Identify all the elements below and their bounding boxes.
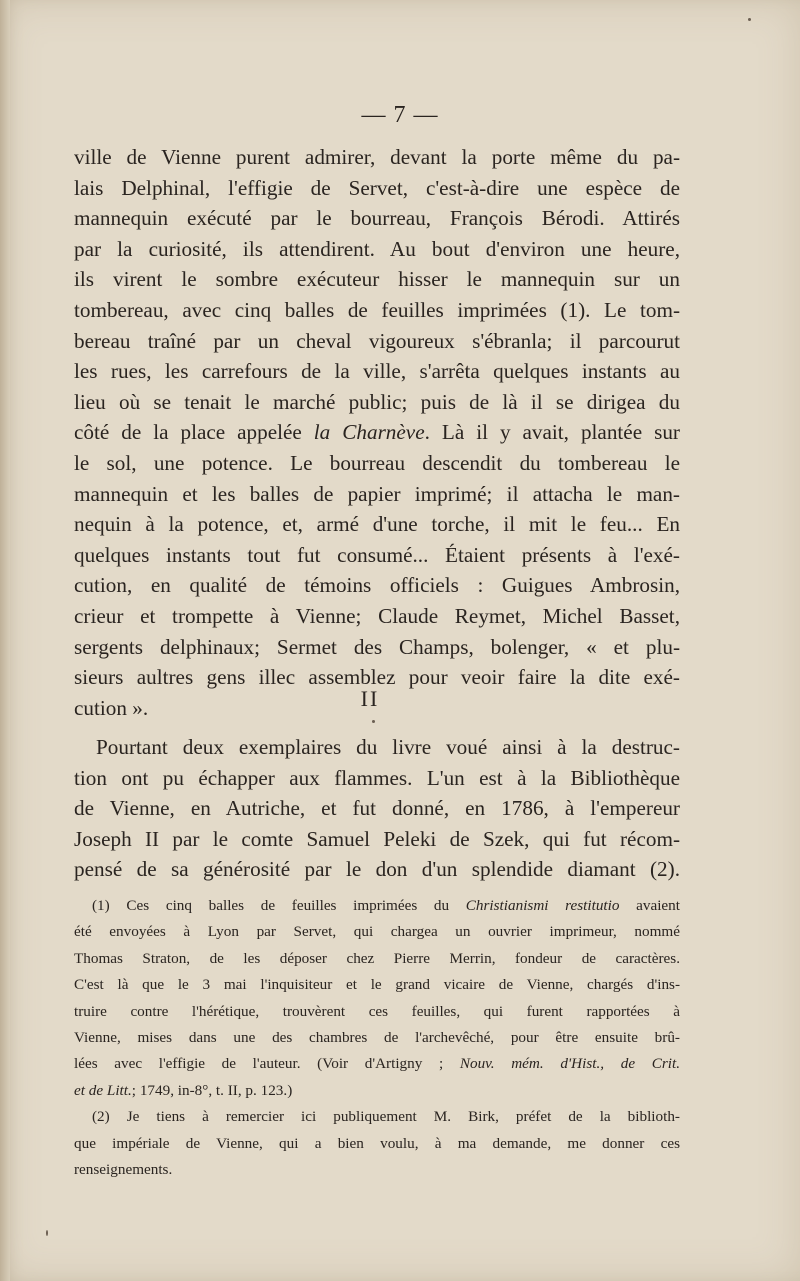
text-line: tion ont pu échapper aux flammes. L'un est à la Bibliothèque: [74, 765, 680, 790]
text-line: mannequin exécuté par le bourreau, François Bérodi. Attirés: [74, 206, 680, 231]
footnote-line: C'est là que le 3 mai l'inquisiteur et le grand vicaire de Vienne, chargés d'ins-: [74, 976, 680, 994]
footnote-line: (2) Je tiens à remercier ici publiquement M. Birk, préfet de la biblioth-: [92, 1108, 680, 1126]
journal-title-italic: et de Litt.: [74, 1081, 132, 1099]
paper-speck: [748, 18, 751, 21]
text-line: quelques instants tout fut consumé... Étaient présents à l'exé-: [74, 542, 680, 567]
journal-title-italic: Nouv. mém. d'Hist., de Crit.: [459, 1055, 680, 1073]
text-line: ville de Vienne purent admirer, devant la porte même du pa-: [74, 145, 680, 169]
text-line: Joseph II par le comte Samuel Peleki de Szek, qui fut récom-: [74, 826, 680, 851]
footnote-line: [74, 1051, 680, 1077]
text-segment: avaient: [619, 897, 680, 914]
text-line: tombereau, avec cinq balles de feuilles imprimées (1). Le tom-: [74, 297, 680, 322]
text-line: lais Delphinal, l'effigie de Servet, c'est-à-dire une espèce de: [74, 175, 680, 200]
text-line: par la curiosité, ils attendirent. Au bout d'environ une heure,: [74, 236, 680, 261]
text-line: [74, 417, 680, 448]
text-line: sieurs aultres gens illec assemblez pour veoir faire la dite exé-: [74, 665, 680, 690]
footnote-line: que impériale de Vienne, qui a bien voulu, à ma demande, me donner ces: [74, 1134, 680, 1152]
footnote-line: été envoyées à Lyon par Servet, qui chargea un ouvrier imprimeur, nommé: [74, 923, 680, 941]
place-name-italic: la Charnève: [313, 420, 425, 445]
paper-speck: [372, 720, 375, 723]
text-line: cution ».: [74, 695, 149, 720]
text-segment: (1) Ces cinq balles de feuilles imprimées du: [92, 897, 466, 914]
footnote-line: [74, 1078, 680, 1104]
text-segment: côté de la place appelée: [74, 420, 314, 445]
footnote-line: truire contre l'hérétique, trouvèrent ces feuilles, qui furent rapportées à: [74, 1002, 680, 1020]
footnote-line: Thomas Straton, de les déposer chez Pierre Merrin, fondeur de caractères.: [74, 949, 680, 967]
text-line: pensé de sa générosité par le don d'un splendide diamant (2).: [74, 857, 680, 882]
text-line: bereau traîné par un cheval vigoureux s'ébranla; il parcourut: [74, 328, 680, 353]
text-line: lieu où se tenait le marché public; puis de là il se dirigea du: [74, 389, 680, 414]
text-line: les rues, les carrefours de la ville, s'arrêta quelques instants au: [74, 359, 680, 384]
page-binding-edge: [0, 0, 10, 1281]
text-line: de Vienne, en Autriche, et fut donné, en 1786, à l'empereur: [74, 796, 680, 821]
paper-speck: [46, 1230, 48, 1236]
text-line: ils virent le sombre exécuteur hisser le mannequin sur un: [74, 267, 680, 292]
footnote-line: Vienne, mises dans une des chambres de l'archevêché, pour être ensuite brû-: [74, 1029, 680, 1047]
footnote-line: renseignements.: [74, 1161, 173, 1179]
footnote-line: [74, 893, 680, 919]
text-segment: lées avec l'effigie de l'auteur. (Voir d'Artigny ;: [74, 1055, 460, 1073]
paragraph-2: [74, 732, 680, 885]
text-line: Pourtant deux exemplaires du livre voué ainsi à la destruc-: [96, 735, 680, 759]
text-line: le sol, une potence. Le bourreau descendit du tombereau le: [74, 450, 680, 475]
footnotes: [74, 893, 680, 1183]
text-line: cution, en qualité de témoins officiels : Guigues Ambrosin,: [74, 573, 680, 598]
paragraph-1: [74, 142, 680, 723]
section-numeral: II: [360, 686, 380, 711]
text-segment: ; 1749, in-8°, t. II, p. 123.): [131, 1081, 293, 1099]
text-segment: . Là il y avait, plantée sur: [424, 420, 680, 445]
page-number: — 7 —: [361, 102, 439, 128]
book-title-italic: Christianismi restitutio: [465, 897, 620, 914]
text-line: sergents delphinaux; Sermet des Champs, bolenger, « et plu-: [74, 634, 680, 659]
text-line: nequin à la potence, et, armé d'une torche, il mit le feu... En: [74, 512, 680, 537]
text-line: crieur et trompette à Vienne; Claude Reymet, Michel Basset,: [74, 603, 680, 628]
text-line: mannequin et les balles de papier imprimé; il attacha le man-: [74, 481, 680, 506]
